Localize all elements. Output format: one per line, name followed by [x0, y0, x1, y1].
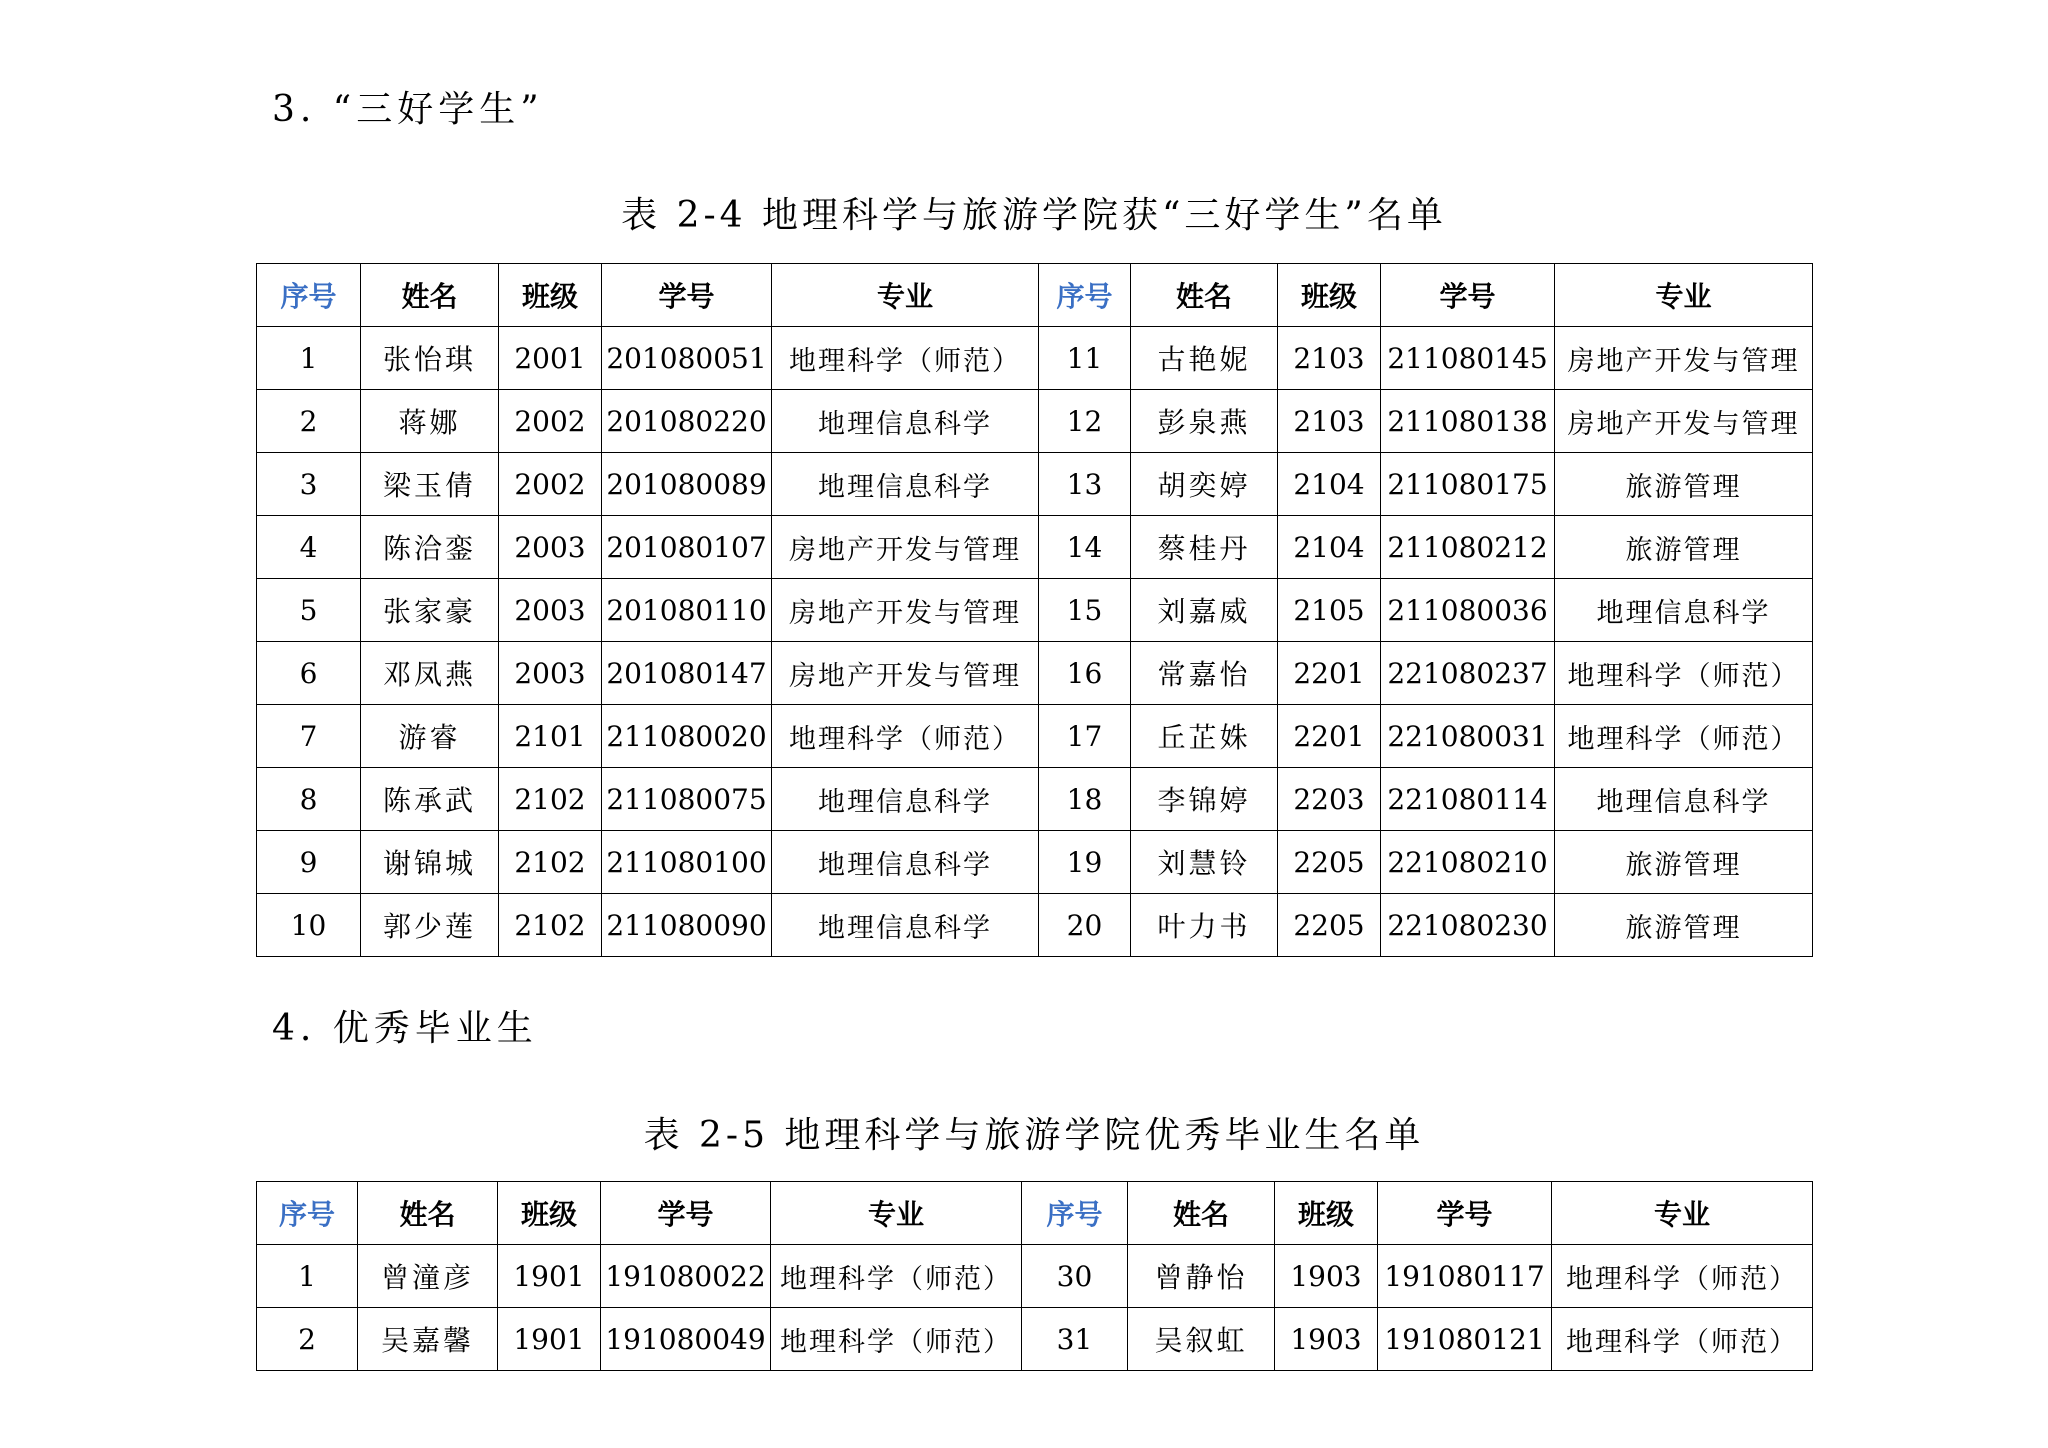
cell-name: 刘慧铃: [1131, 831, 1278, 894]
cell-student-id: 221080237: [1381, 642, 1555, 705]
cell-seq: 8: [257, 768, 361, 831]
cell-class: 2003: [499, 579, 602, 642]
cell-seq: 2: [257, 1308, 358, 1371]
cell-student-id: 201080051: [602, 327, 772, 390]
cell-seq: 20: [1039, 894, 1131, 957]
cell-seq: 6: [257, 642, 361, 705]
cell-seq: 7: [257, 705, 361, 768]
cell-class: 2201: [1278, 642, 1381, 705]
cell-name: 曾静怡: [1128, 1245, 1275, 1308]
cell-major: 地理科学（师范）: [772, 705, 1039, 768]
col-header-seq: 序号: [257, 264, 361, 327]
table-row: [257, 453, 1813, 516]
cell-class: 2104: [1278, 516, 1381, 579]
cell-name: 梁玉倩: [361, 453, 499, 516]
cell-seq: 17: [1039, 705, 1131, 768]
cell-student-id: 211080036: [1381, 579, 1555, 642]
cell-name: 丘芷姝: [1131, 705, 1278, 768]
cell-student-id: 221080230: [1381, 894, 1555, 957]
cell-class: 2205: [1278, 894, 1381, 957]
cell-seq: 31: [1022, 1308, 1128, 1371]
cell-class: 2002: [499, 453, 602, 516]
cell-major: 地理科学（师范）: [1552, 1245, 1813, 1308]
cell-student-id: 211080175: [1381, 453, 1555, 516]
cell-class: 1903: [1275, 1308, 1378, 1371]
cell-name: 张家豪: [361, 579, 499, 642]
table-2-5-caption: 表 2-5 地理科学与旅游学院优秀毕业生名单: [643, 1115, 1425, 1156]
table-row: [257, 390, 1813, 453]
cell-seq: 2: [257, 390, 361, 453]
cell-major: 旅游管理: [1555, 453, 1813, 516]
col-header-student-id: 学号: [602, 264, 772, 327]
cell-name: 陈承武: [361, 768, 499, 831]
cell-student-id: 191080121: [1378, 1308, 1552, 1371]
cell-name: 蔡桂丹: [1131, 516, 1278, 579]
cell-name: 刘嘉威: [1131, 579, 1278, 642]
cell-student-id: 191080022: [601, 1245, 771, 1308]
cell-student-id: 191080117: [1378, 1245, 1552, 1308]
cell-seq: 19: [1039, 831, 1131, 894]
table-2-4-caption: 表 2-4 地理科学与旅游学院获“三好学生”名单: [621, 195, 1447, 236]
cell-major: 房地产开发与管理: [772, 642, 1039, 705]
cell-class: 2205: [1278, 831, 1381, 894]
section-3-heading: 3. “三好学生”: [272, 89, 544, 130]
cell-name: 郭少莲: [361, 894, 499, 957]
cell-seq: 15: [1039, 579, 1131, 642]
cell-seq: 11: [1039, 327, 1131, 390]
col-header-student-id: 学号: [1381, 264, 1555, 327]
cell-class: 2102: [499, 894, 602, 957]
table-row: [257, 768, 1813, 831]
col-header-name: 姓名: [1128, 1182, 1275, 1245]
cell-seq: 10: [257, 894, 361, 957]
cell-class: 2003: [499, 642, 602, 705]
table-row: [257, 705, 1813, 768]
cell-major: 地理信息科学: [772, 390, 1039, 453]
col-header-class: 班级: [1275, 1182, 1378, 1245]
table-2-4: [256, 263, 1813, 957]
cell-major: 房地产开发与管理: [772, 579, 1039, 642]
cell-major: 地理科学（师范）: [1552, 1308, 1813, 1371]
cell-seq: 30: [1022, 1245, 1128, 1308]
cell-seq: 3: [257, 453, 361, 516]
cell-major: 地理信息科学: [1555, 768, 1813, 831]
cell-name: 彭泉燕: [1131, 390, 1278, 453]
cell-name: 吴嘉馨: [358, 1308, 498, 1371]
col-header-major: 专业: [771, 1182, 1022, 1245]
col-header-student-id: 学号: [601, 1182, 771, 1245]
col-header-seq: 序号: [257, 1182, 358, 1245]
cell-major: 地理信息科学: [772, 831, 1039, 894]
cell-student-id: 211080090: [602, 894, 772, 957]
cell-seq: 4: [257, 516, 361, 579]
cell-name: 叶力书: [1131, 894, 1278, 957]
cell-name: 胡奕婷: [1131, 453, 1278, 516]
col-header-class: 班级: [1278, 264, 1381, 327]
cell-major: 旅游管理: [1555, 516, 1813, 579]
col-header-major: 专业: [1552, 1182, 1813, 1245]
cell-class: 2103: [1278, 390, 1381, 453]
cell-class: 2201: [1278, 705, 1381, 768]
cell-class: 2101: [499, 705, 602, 768]
cell-name: 张怡琪: [361, 327, 499, 390]
table-row: [257, 1245, 1813, 1308]
cell-student-id: 211080075: [602, 768, 772, 831]
table-2-5: [256, 1181, 1813, 1371]
table-row: [257, 894, 1813, 957]
section-4-heading: 4. 优秀毕业生: [272, 1008, 538, 1049]
cell-student-id: 211080020: [602, 705, 772, 768]
cell-major: 房地产开发与管理: [1555, 327, 1813, 390]
col-header-name: 姓名: [358, 1182, 498, 1245]
table-row: [257, 516, 1813, 579]
cell-major: 地理科学（师范）: [1555, 642, 1813, 705]
cell-student-id: 201080110: [602, 579, 772, 642]
cell-class: 2102: [499, 831, 602, 894]
cell-class: 2104: [1278, 453, 1381, 516]
col-header-major: 专业: [772, 264, 1039, 327]
cell-student-id: 211080138: [1381, 390, 1555, 453]
cell-student-id: 201080089: [602, 453, 772, 516]
cell-seq: 1: [257, 1245, 358, 1308]
cell-student-id: 221080210: [1381, 831, 1555, 894]
cell-seq: 16: [1039, 642, 1131, 705]
col-header-name: 姓名: [1131, 264, 1278, 327]
table-row: [257, 831, 1813, 894]
cell-major: 旅游管理: [1555, 894, 1813, 957]
col-header-class: 班级: [498, 1182, 601, 1245]
cell-major: 地理信息科学: [772, 768, 1039, 831]
cell-class: 1901: [498, 1308, 601, 1371]
cell-major: 地理科学（师范）: [771, 1308, 1022, 1371]
cell-name: 吴叙虹: [1128, 1308, 1275, 1371]
table-row: [257, 1308, 1813, 1371]
cell-seq: 9: [257, 831, 361, 894]
col-header-class: 班级: [499, 264, 602, 327]
cell-seq: 13: [1039, 453, 1131, 516]
cell-major: 房地产开发与管理: [1555, 390, 1813, 453]
cell-class: 2002: [499, 390, 602, 453]
cell-major: 地理科学（师范）: [771, 1245, 1022, 1308]
cell-major: 地理信息科学: [1555, 579, 1813, 642]
col-header-student-id: 学号: [1378, 1182, 1552, 1245]
cell-seq: 12: [1039, 390, 1131, 453]
cell-major: 房地产开发与管理: [772, 516, 1039, 579]
cell-student-id: 211080145: [1381, 327, 1555, 390]
cell-name: 曾潼彦: [358, 1245, 498, 1308]
table-2-5-header-row: [257, 1182, 1813, 1245]
cell-student-id: 221080031: [1381, 705, 1555, 768]
cell-name: 常嘉怡: [1131, 642, 1278, 705]
cell-name: 谢锦城: [361, 831, 499, 894]
cell-student-id: 201080147: [602, 642, 772, 705]
cell-class: 1901: [498, 1245, 601, 1308]
cell-student-id: 211080212: [1381, 516, 1555, 579]
table-row: [257, 327, 1813, 390]
cell-seq: 14: [1039, 516, 1131, 579]
cell-name: 李锦婷: [1131, 768, 1278, 831]
cell-student-id: 201080220: [602, 390, 772, 453]
cell-student-id: 211080100: [602, 831, 772, 894]
cell-class: 2102: [499, 768, 602, 831]
cell-major: 地理信息科学: [772, 894, 1039, 957]
cell-name: 邓凤燕: [361, 642, 499, 705]
cell-major: 地理科学（师范）: [772, 327, 1039, 390]
cell-class: 2103: [1278, 327, 1381, 390]
cell-seq: 18: [1039, 768, 1131, 831]
cell-seq: 1: [257, 327, 361, 390]
col-header-name: 姓名: [361, 264, 499, 327]
cell-class: 2203: [1278, 768, 1381, 831]
cell-class: 1903: [1275, 1245, 1378, 1308]
col-header-major: 专业: [1555, 264, 1813, 327]
cell-name: 古艳妮: [1131, 327, 1278, 390]
cell-name: 蒋娜: [361, 390, 499, 453]
table-2-4-header-row: [257, 264, 1813, 327]
cell-name: 游睿: [361, 705, 499, 768]
cell-major: 地理科学（师范）: [1555, 705, 1813, 768]
cell-class: 2001: [499, 327, 602, 390]
cell-class: 2003: [499, 516, 602, 579]
table-row: [257, 642, 1813, 705]
cell-student-id: 221080114: [1381, 768, 1555, 831]
cell-student-id: 201080107: [602, 516, 772, 579]
col-header-seq: 序号: [1022, 1182, 1128, 1245]
cell-seq: 5: [257, 579, 361, 642]
table-row: [257, 579, 1813, 642]
cell-class: 2105: [1278, 579, 1381, 642]
cell-student-id: 191080049: [601, 1308, 771, 1371]
cell-major: 地理信息科学: [772, 453, 1039, 516]
cell-major: 旅游管理: [1555, 831, 1813, 894]
col-header-seq: 序号: [1039, 264, 1131, 327]
cell-name: 陈洽銮: [361, 516, 499, 579]
